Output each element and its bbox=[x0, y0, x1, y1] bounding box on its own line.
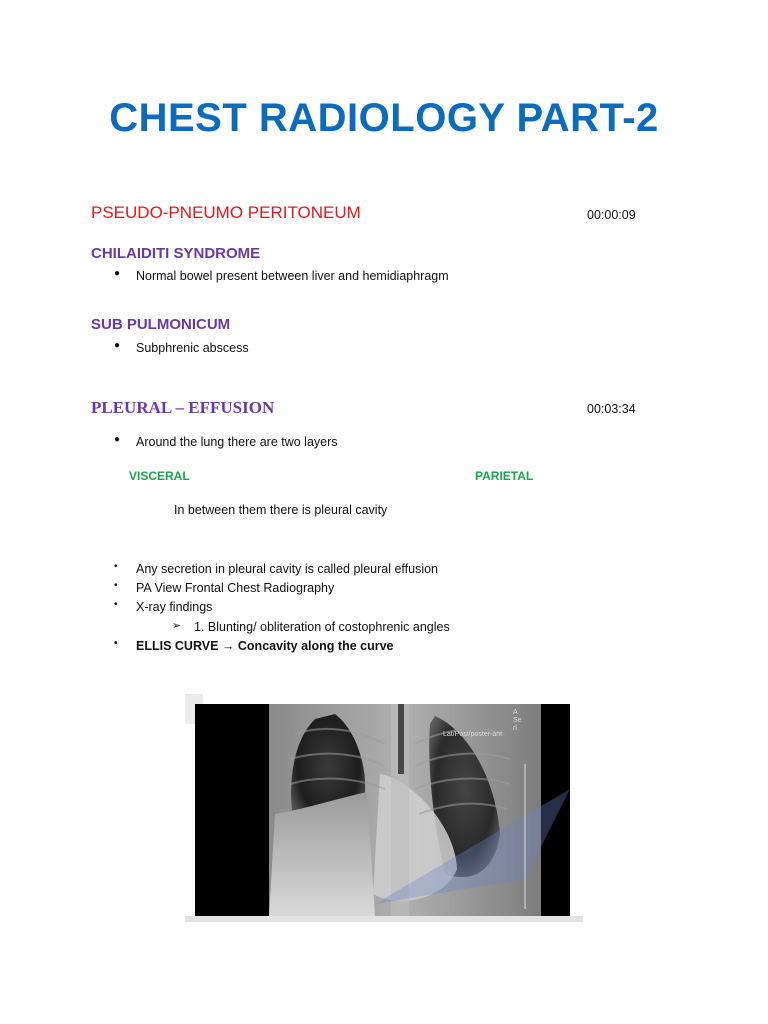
chest-xray-image bbox=[195, 704, 570, 916]
section-heading-pseudo-pneumo: PSEUDO-PNEUMO PERITONEUM bbox=[91, 203, 361, 222]
list-item: • PA View Frontal Chest Radiography bbox=[114, 580, 335, 595]
ellis-text: Concavity along the curve bbox=[237, 639, 394, 653]
ellis-label: ELLIS CURVE bbox=[136, 639, 219, 653]
bullet-dot: ● bbox=[114, 434, 121, 445]
bullet-dot: • bbox=[114, 599, 118, 610]
between-text: In between them there is pleural cavity bbox=[174, 503, 388, 517]
bullet-dot: • bbox=[114, 580, 118, 591]
layer-label-visceral: VISCERAL bbox=[129, 469, 190, 483]
list-item: • Any secretion in pleural cavity is called pleural effusion bbox=[114, 561, 439, 576]
xray-overlay-text: A bbox=[513, 709, 518, 716]
list-item-ellis bbox=[114, 639, 614, 655]
layer-label-parietal: PARIETAL bbox=[475, 469, 534, 483]
section-heading-pleural-effusion: PLEURAL – EFFUSION bbox=[91, 398, 275, 417]
xray-overlay-text: rl bbox=[513, 725, 517, 732]
bullet-dot: • bbox=[114, 561, 118, 572]
subheading-chilaiditi: CHILAIDITI SYNDROME bbox=[91, 245, 261, 262]
arrow-bullet-icon: ➢ bbox=[172, 620, 182, 632]
timestamp-2: 00:03:34 bbox=[587, 402, 636, 416]
xray-figure bbox=[185, 694, 583, 927]
list-item: • X-ray findings bbox=[114, 599, 213, 614]
image-caption-bar bbox=[185, 916, 583, 922]
right-arrow-icon: → bbox=[221, 639, 235, 653]
sub-list-item: ➢ 1. Blunting/ obliteration of costophrenic angles bbox=[172, 620, 450, 634]
xray-overlay-text: Lat/Post/poster-ant bbox=[443, 731, 503, 738]
list-item: ● Around the lung there are two layers bbox=[114, 434, 338, 449]
bullet-dot: • bbox=[114, 638, 118, 649]
xray-overlay-text: Se bbox=[513, 717, 522, 724]
bullet-dot: ● bbox=[114, 268, 121, 279]
timestamp-1: 00:00:09 bbox=[587, 208, 636, 222]
bullet-dot: ● bbox=[114, 340, 121, 351]
list-item: ● Normal bowel present between liver and hemidiaphragm bbox=[114, 268, 449, 283]
page-title: CHEST RADIOLOGY PART-2 bbox=[109, 96, 659, 140]
subheading-sub-pulmonicum: SUB PULMONICUM bbox=[91, 316, 231, 333]
list-item: ● Subphrenic abscess bbox=[114, 340, 249, 355]
